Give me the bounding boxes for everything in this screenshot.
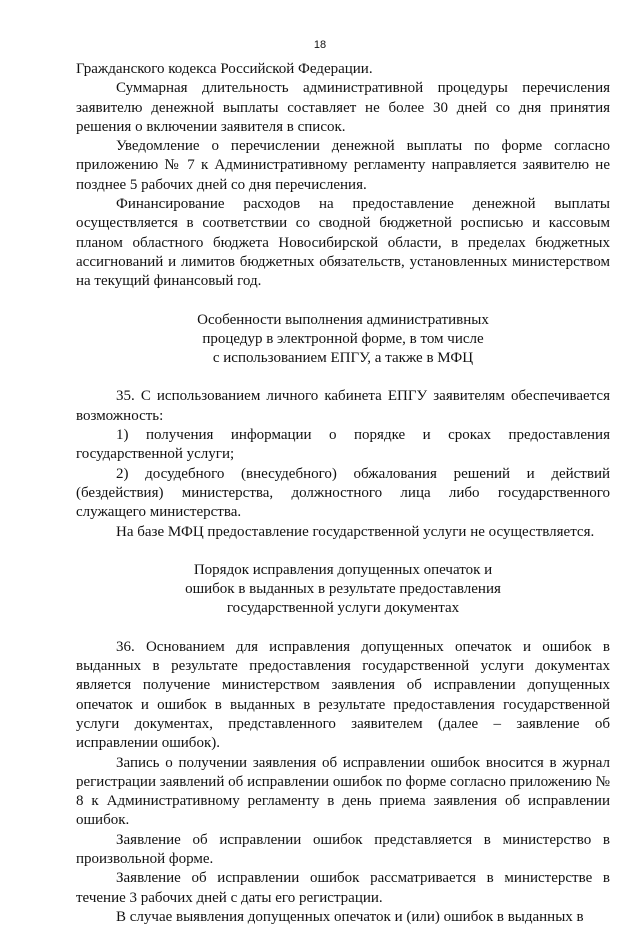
paragraph-36-review: Заявление об исправлении ошибок рассматривается в министерстве в течение 3 рабочих дней с даты его регистрации. — [76, 870, 610, 906]
paragraph-35-item-2: 2) досудебного (внесудебного) обжалования решений и действий (бездействия) министерства, должностного лица либо государственного служащего министерства. — [76, 465, 610, 521]
heading-line: ошибок в выданных в результате предоставления — [185, 581, 501, 598]
paragraph-35-item-1: 1) получения информации о порядке и сроках предоставления государственной услуги; — [76, 427, 610, 463]
heading-line: Особенности выполнения административных — [197, 311, 489, 328]
paragraph-36-basis: 36. Основанием для исправления допущенных опечаток и ошибок в выданных в результате предоставления государственной услуги документах является получение министерством заявления об исправлении допущенных опечаток и ошибок в выданных в результате предоставления государственной услуги документах, представленного заявителем (далее – заявление об исправлении ошибок). — [76, 638, 610, 752]
document-body — [76, 60, 610, 927]
paragraph-36-registration: Запись о получении заявления об исправлении ошибок вносится в журнал регистрации заявлений об исправлении ошибок по форме согласно приложению № 8 к Административному регламенту в день приема заявления об исправлении ошибок. — [76, 754, 610, 829]
paragraph-36-errors: В случае выявления допущенных опечаток и (или) ошибок в выданных в — [116, 908, 584, 925]
paragraph-35-mfc: На базе МФЦ предоставление государственной услуги не осуществляется. — [116, 523, 595, 540]
heading-line: процедур в электронной форме, в том числе — [202, 330, 484, 347]
heading-line: с использованием ЕПГУ, а также в МФЦ — [212, 350, 474, 367]
heading-line: Порядок исправления допущенных опечаток и — [193, 561, 493, 578]
section-heading-corrections — [76, 561, 610, 619]
page-number: 18 — [313, 39, 327, 51]
heading-line: государственной услуги документах — [226, 600, 460, 617]
paragraph-36-form: Заявление об исправлении ошибок представляется в министерство в произвольной форме. — [76, 831, 610, 867]
paragraph-35-intro: 35. С использованием личного кабинета ЕПГУ заявителям обеспечивается возможность: — [76, 388, 610, 424]
paragraph-notification: Уведомление о перечислении денежной выплаты по форме согласно приложению № 7 к Административному регламенту направляется заявителю не позднее 5 рабочих дней со дня перечисления. — [76, 138, 610, 193]
paragraph-financing: Финансирование расходов на предоставление денежной выплаты осуществляется в соответствии со сводной бюджетной росписью и кассовым планом областного бюджета Новосибирской области, в пределах бюджетных ассигнований и лимитов бюджетных обязательств, установленных министерством на текущий финансовый год. — [76, 196, 610, 290]
paragraph-duration: Суммарная длительность административной процедуры перечисления заявителю денежной выплаты составляет не более 30 дней со дня принятия решения о включении заявителя в список. — [76, 80, 610, 135]
section-heading-electronic — [76, 311, 610, 369]
paragraph-continuation: Гражданского кодекса Российской Федерации. — [76, 61, 373, 77]
